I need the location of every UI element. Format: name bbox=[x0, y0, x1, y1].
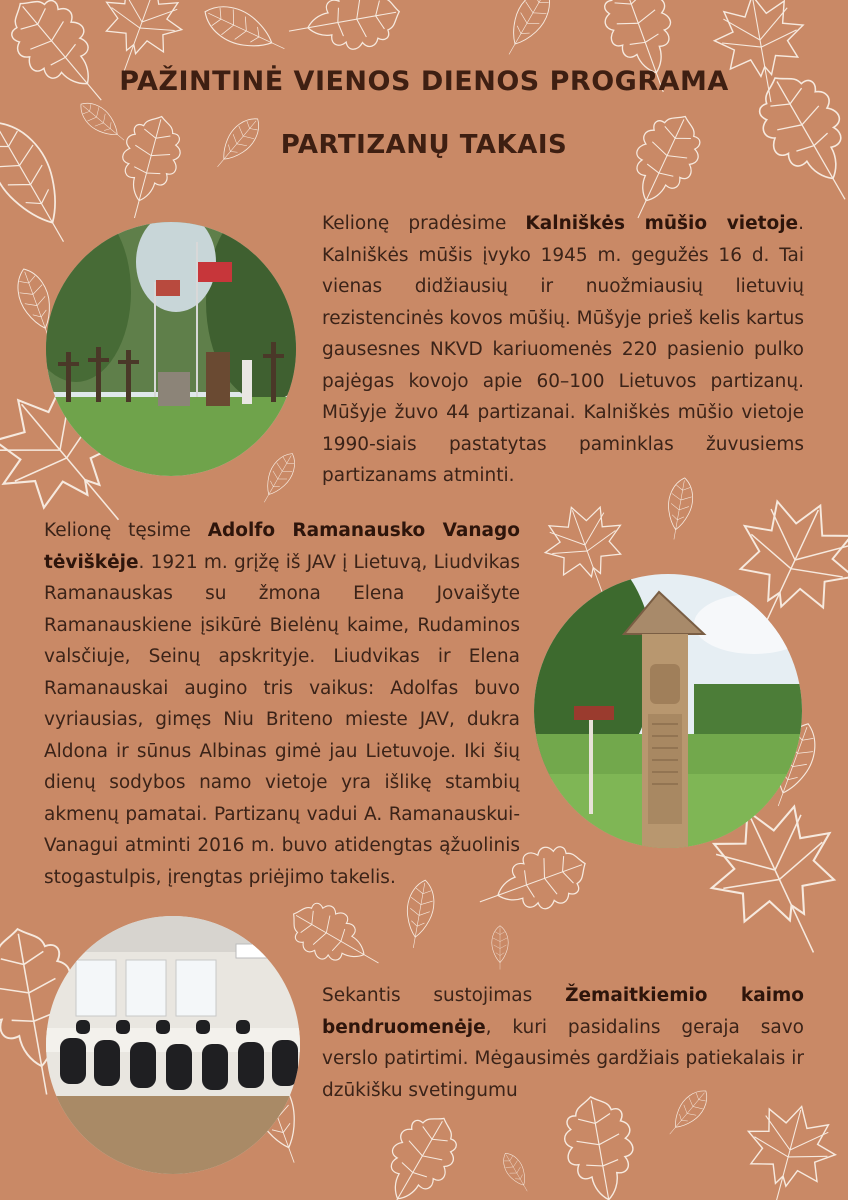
section-kalniskes bbox=[322, 208, 804, 492]
section-zemaitkiemis bbox=[322, 980, 804, 1106]
stogastulpis-photo bbox=[534, 574, 802, 848]
section-kalniskes-intro: Kelionę pradėsime bbox=[322, 213, 526, 234]
section-zemaitkiemis-place: Žemaitkiemio kaimo bendruomenėje bbox=[322, 985, 805, 1038]
section-zemaitkiemis-intro: Sekantis sustojimas bbox=[322, 985, 566, 1006]
page-subtitle: PARTIZANŲ TAKAIS bbox=[280, 130, 568, 160]
page-title: PAŽINTINĖ VIENOS DIENOS PROGRAMA bbox=[119, 66, 729, 97]
section-vanagas-text: . 1921 m. grįžę iš JAV į Lietuvą, Liudvikas Ramanauskas su žmona Elena Jovaišyte Ramanauskiene įsikūrė Bielėnų kaime, Rudaminos valsčiuje, Seinų apskrityje. Liudvikas ir Elena Ramanauskai augino tris vaikus: Adolfas buvo vyriausias, gimęs Niu Briteno mieste JAV, dukra Aldona ir sūnus Albinas gimė jau Lietuvoje. Iki šių dienų sodybos namo vietoje yra išlikę stambių akmenų pamatai. Partizanų vadui A. Ramanauskui-Vanagui atminti 2016 m. buvo atidengtas ąžuolinis stogastulpis, įrengtas priėjimo takelis. bbox=[44, 551, 520, 888]
kalniskes-memorial-photo bbox=[46, 222, 296, 476]
community-hall-photo bbox=[46, 916, 300, 1174]
section-kalniskes-text: . Kalniškės mūšis įvyko 1945 m. gegužės 16 d. Tai vienas didžiausių ir nuožmiausių lietuvių rezistencinės kovos mūšių. Mūšyje prieš kelis kartus gausesnes NKVD kariuomenės 220 pasienio pulko pajėgas kovojo apie 60–100 Lietuvos partizanų. Mūšyje žuvo 44 partizanai. Kalniškės mūšio vietoje 1990-siais pastatytas paminklas žuvusiems partizanams atminti. bbox=[322, 213, 804, 486]
section-vanagas-place: Adolfo Ramanausko Vanago tėviškėje bbox=[44, 520, 520, 573]
section-vanagas bbox=[44, 515, 520, 893]
section-vanagas-intro: Kelionę tęsime bbox=[44, 520, 208, 541]
section-zemaitkiemis-text: , kuri pasidalins geraja savo verslo patirtimi. Mėgausimės gardžiais patiekalais ir dzūkišku svetingumu bbox=[322, 1016, 804, 1101]
section-kalniskes-place: Kalniškės mūšio vietoje bbox=[525, 213, 799, 234]
